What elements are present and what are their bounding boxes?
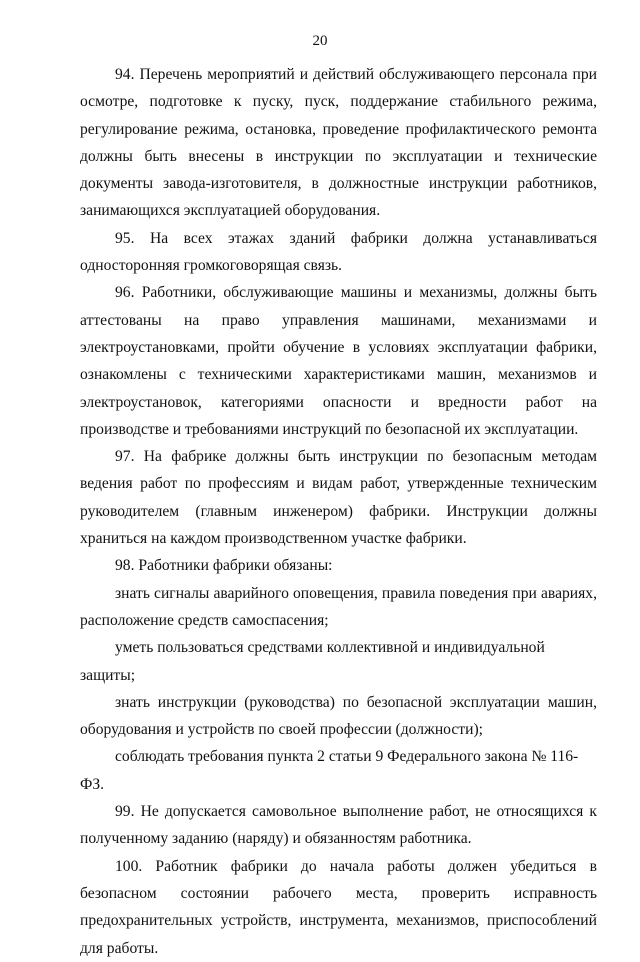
paragraph-98: 98. Работники фабрики обязаны: (115, 557, 333, 575)
duty-item-know-signals: знать сигналы аварийного оповещения, правила поведения при авариях, расположение средств самоспасения; (80, 584, 597, 629)
duty-item-comply-law: соблюдать требования пункта 2 статьи 9 Федерального закона № 116-ФЗ. (80, 748, 579, 793)
paragraph-94: 94. Перечень мероприятий и действий обслуживающего персонала при осмотре, подготовке к пуску, пуск, поддержание стабильного режима, регулирование режима, остановка, проведение профилактического ремонта должны быть внесены в инструкции по эксплуатации и технические документы завода-изготовителя, в должностные инструкции работников, занимающихся эксплуатацией оборудования. (80, 66, 597, 220)
paragraph-97: 97. На фабрике должны быть инструкции по безопасным методам ведения работ по профессиям и видам работ, утвержденные техническим руководителем (главным инженером) фабрики. Инструкции должны храниться на каждом производственном участке фабрики. (80, 448, 597, 548)
page-number: 20 (312, 33, 328, 49)
duty-item-know-instructions: знать инструкции (руководства) по безопасной эксплуатации машин, оборудования и устройств по своей профессии (должности); (80, 693, 597, 739)
paragraph-100: 100. Работник фабрики до начала работы должен убедиться в безопасном состоянии рабочего места, проверить исправность предохранительных устройств, инструмента, механизмов, приспособлений для работы. (80, 857, 597, 957)
paragraph-99: 99. Не допускается самовольное выполнение работ, не относящихся к полученному заданию (наряду) и обязанностям работника. (80, 803, 597, 848)
paragraph-95: 95. На всех этажах зданий фабрики должна устанавливаться односторонняя громкоговорящая связь. (80, 229, 597, 275)
paragraph-96: 96. Работники, обслуживающие машины и механизмы, должны быть аттестованы на право управления машинами, механизмами и электроустановками, пройти обучение в условиях эксплуатации фабрики, ознакомлены с техническими характеристиками машин, механизмов и электроустановок, категориями опасности и вредности работ на производстве и требованиями инструкций по безопасной их эксплуатации. (80, 284, 597, 438)
duty-item-use-protection: уметь пользоваться средствами коллективной и индивидуальной защиты; (80, 639, 545, 684)
document-body (80, 61, 597, 962)
